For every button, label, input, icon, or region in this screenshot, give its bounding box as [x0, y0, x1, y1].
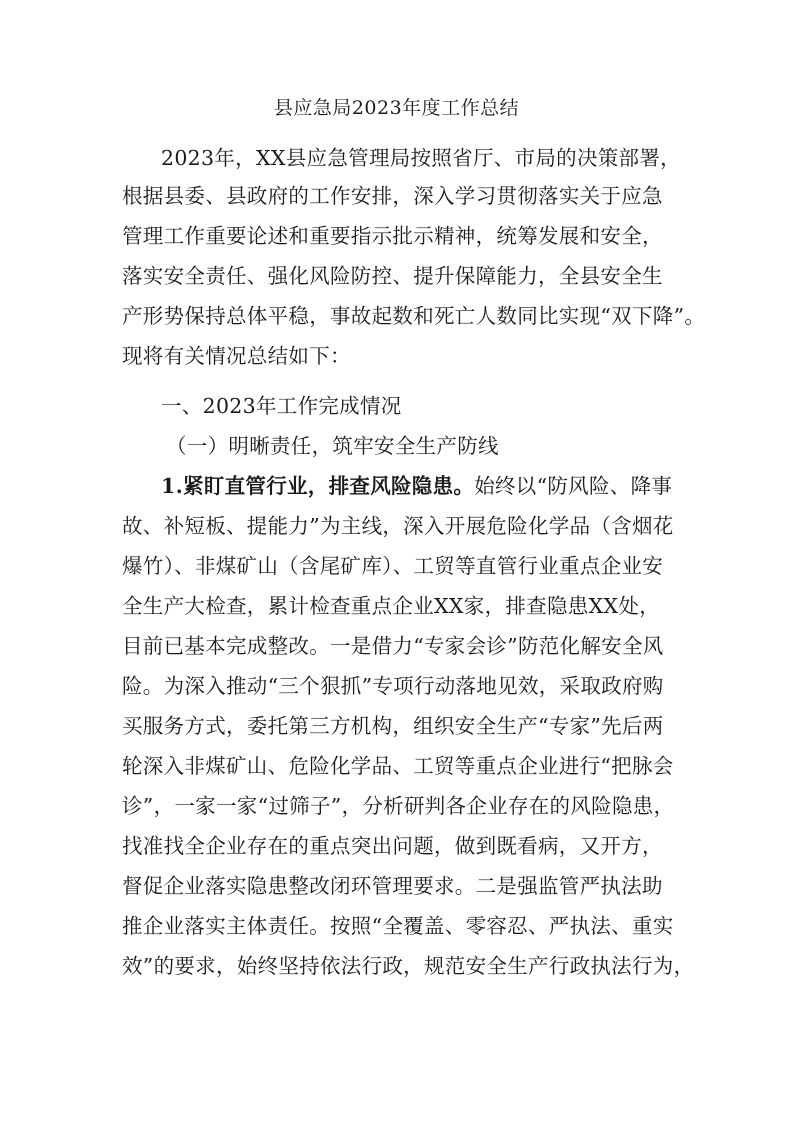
- body-line: 买服务方式，委托第三方机构，组织安全生产“专家”先后两: [122, 714, 664, 738]
- intro-line: 管理工作重要论述和重要指示批示精神，统筹发展和安全，: [122, 224, 663, 248]
- body-line: 爆竹）、非煤矿山（含尾矿库）、工贸等直管行业重点企业安: [122, 554, 664, 578]
- item-1-text: 始终以“防风险、降事: [474, 474, 673, 498]
- body-line: 效”的要求，始终坚持依法行政，规范安全生产行政执法行为，: [122, 954, 695, 978]
- body-line: 险。为深入推动“三个狠抓”专项行动落地见效，采取政府购: [122, 674, 664, 698]
- body-line: 轮深入非煤矿山、危险化学品、工贸等重点企业进行“把脉会: [122, 754, 674, 778]
- intro-line: 现将有关情况总结如下：: [122, 344, 351, 368]
- body-line: 全生产大检查，累计检查重点企业XX家，排查隐患XX处，: [122, 594, 660, 618]
- subsection-heading-1: （一）明晰责任，筑牢安全生产防线: [166, 434, 499, 458]
- intro-line: 2023年，XX县应急管理局按照省厅、市局的决策部署，: [161, 146, 681, 170]
- body-line: 推企业落实主体责任。按照“全覆盖、零容忍、严执法、重实: [122, 914, 674, 938]
- section-heading-1: 一、2023年工作完成情况: [161, 394, 402, 418]
- document-title: 县应急局2023年度工作总结: [273, 97, 520, 119]
- body-line: 目前已基本完成整改。一是借力“专家会诊”防范化解安全风: [122, 634, 664, 658]
- item-1-heading: 1.紧盯直管行业，排查风险隐患。: [161, 474, 475, 498]
- body-line: 督促企业落实隐患整改闭环管理要求。二是强监管严执法助: [122, 874, 663, 898]
- body-line: 找准找全企业存在的重点突出问题，做到既看病，又开方，: [122, 834, 663, 858]
- item-1-first-line: [161, 472, 672, 500]
- intro-line: 根据县委、县政府的工作安排，深入学习贯彻落实关于应急: [122, 184, 663, 208]
- intro-line: 落实安全责任、强化风险防控、提升保障能力，全县安全生: [122, 264, 663, 288]
- body-line: 诊”，一家一家“过筛子”，分析研判各企业存在的风险隐患，: [122, 794, 675, 818]
- body-line: 故、补短板、提能力”为主线，深入开展危险化学品（含烟花: [122, 514, 674, 538]
- intro-line: 产形势保持总体平稳，事故起数和死亡人数同比实现“双下降”。: [122, 304, 706, 328]
